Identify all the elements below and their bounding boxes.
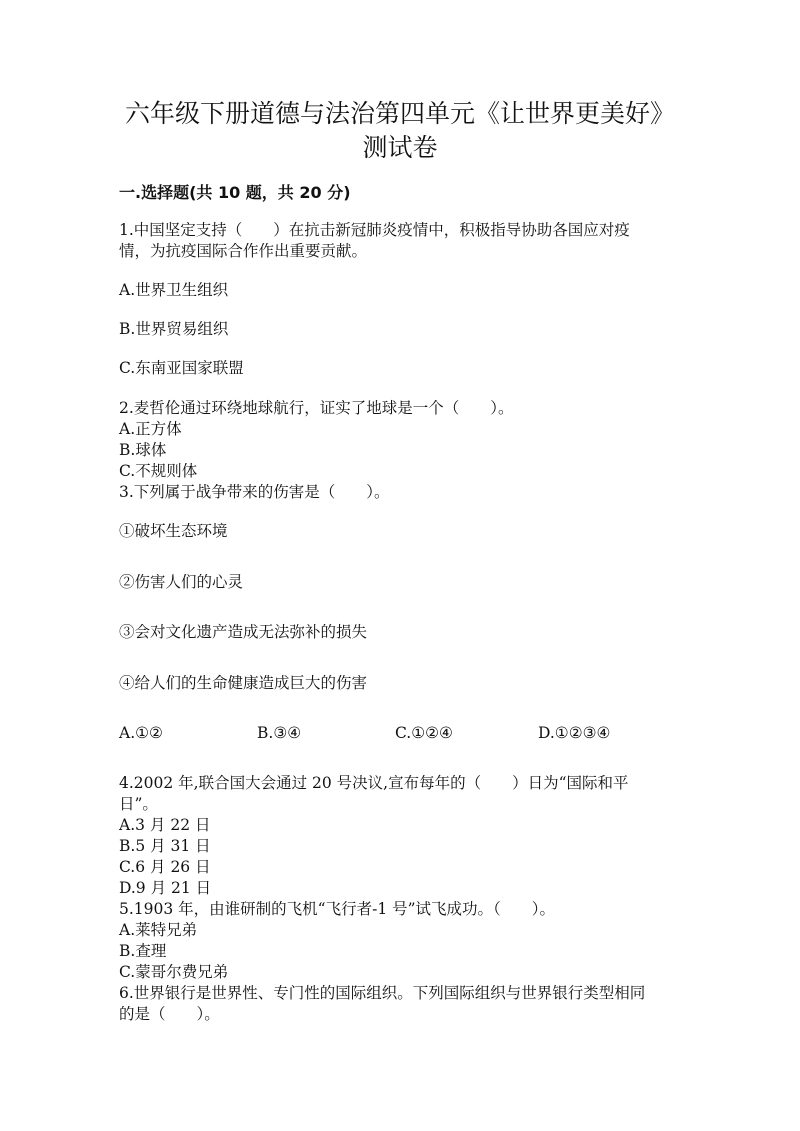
q4-stem-line-1: 4.2002 年,联合国大会通过 20 号决议,宣布每年的（ ）日为“国际和平 — [119, 774, 629, 792]
q2-option-b: B.球体 — [119, 441, 167, 459]
q2-option-a: A.正方体 — [119, 420, 182, 438]
q3-option-b: B.③④ — [257, 724, 302, 742]
q3-statement-1: ①破坏生态环境 — [119, 522, 228, 540]
q4-option-a: A.3 月 22 日 — [119, 816, 211, 834]
q3-option-a: A.①② — [119, 724, 163, 742]
q2-option-c: C.不规则体 — [119, 462, 198, 480]
q1-option-a: A.世界卫生组织 — [119, 281, 229, 299]
q4-option-c: C.6 月 26 日 — [119, 858, 211, 876]
q2-stem: 2.麦哲伦通过环绕地球航行，证实了地球是一个（ ）。 — [119, 399, 514, 417]
q3-statement-3: ③会对文化遗产造成无法弥补的损失 — [119, 623, 368, 641]
q5-option-c: C.蒙哥尔费兄弟 — [119, 963, 229, 981]
q5-option-b: B.查理 — [119, 942, 167, 960]
page-title-line-1: 六年级下册道德与法治第四单元《让世界更美好》 — [124, 99, 675, 128]
q1-option-b: B.世界贸易组织 — [119, 320, 229, 338]
q3-statement-2: ②伤害人们的心灵 — [119, 573, 244, 591]
q4-option-d: D.9 月 21 日 — [119, 879, 212, 897]
q4-option-b: B.5 月 31 日 — [119, 837, 211, 855]
q1-stem-line-1: 1.中国坚定支持（ ）在抗击新冠肺炎疫情中，积极指导协助各国应对疫 — [119, 221, 630, 239]
q4-stem-line-2: 日”。 — [119, 795, 158, 813]
q3-option-c: C.①②④ — [395, 724, 453, 742]
q1-stem-line-2: 情，为抗疫国际合作作出重要贡献。 — [119, 242, 368, 260]
section-heading: 一.选择题(共 10 题，共 20 分) — [119, 183, 351, 202]
q3-option-d: D.①②③④ — [538, 724, 611, 742]
q3-statement-4: ④给人们的生命健康造成巨大的伤害 — [119, 674, 368, 692]
page-title-line-2: 测试卷 — [362, 133, 438, 162]
q1-option-c: C.东南亚国家联盟 — [119, 359, 244, 377]
q6-stem-line-1: 6.世界银行是世界性、专门性的国际组织。下列国际组织与世界银行类型相同 — [119, 984, 646, 1002]
q5-option-a: A.莱特兄弟 — [119, 921, 198, 939]
q3-stem: 3.下列属于战争带来的伤害是（ ）。 — [119, 483, 390, 501]
q6-stem-line-2: 的是（ ）。 — [119, 1005, 220, 1023]
q5-stem: 5.1903 年，由谁研制的飞机“飞行者-1 号”试飞成功。（ ）。 — [119, 900, 556, 918]
